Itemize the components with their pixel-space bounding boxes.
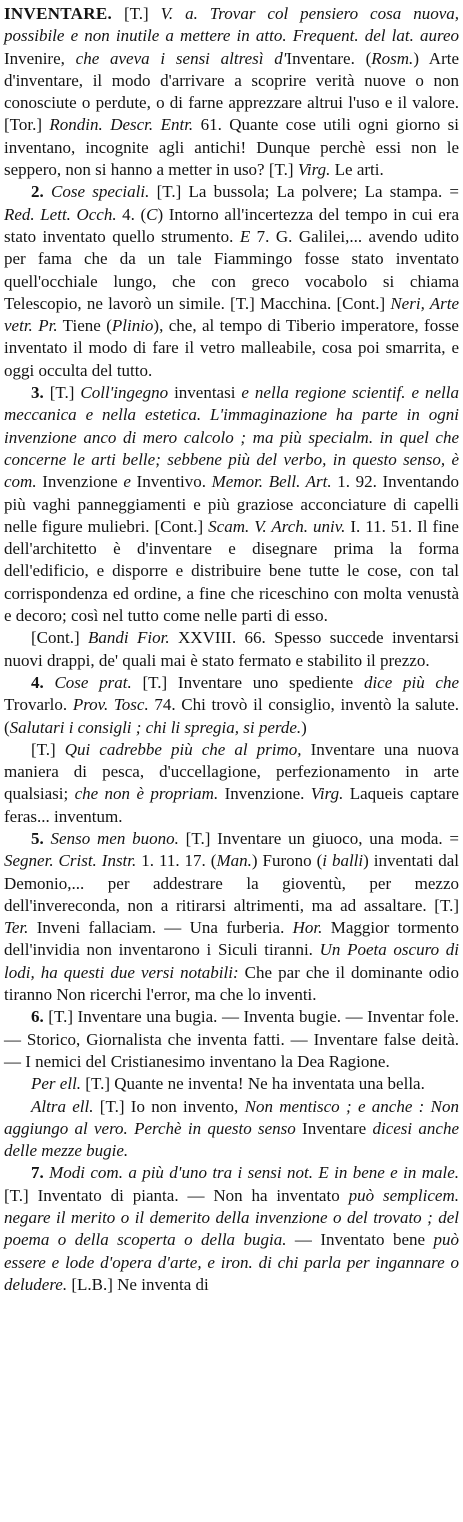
text-span <box>44 182 51 201</box>
italic-span: Modi com. a più d'uno tra i sensi not. E in bene e in male. <box>49 1163 459 1183</box>
text-span: Laqueis captare feras... inventum. <box>4 784 459 826</box>
italic-span: Altra ell. <box>31 1096 94 1116</box>
text-span: [T.] Quante ne inventa! Ne ha inventata una bella. <box>81 1074 425 1094</box>
sense-number: 5. <box>31 828 44 848</box>
text-span: [T.] <box>112 4 161 23</box>
text-span: Inventare <box>295 1118 373 1138</box>
text-span: 4. ( <box>116 204 147 224</box>
text-span: ) Furono ( <box>251 851 323 871</box>
italic-span: Senso men buono. <box>50 828 179 848</box>
text-span: ) <box>301 717 307 737</box>
text-span: Tiene ( <box>57 316 112 336</box>
italic-span: che aveva i sensi altresì d' <box>75 48 287 68</box>
text-span: ), che, al tempo di Tiberio imperatore, fosse inventato il modo di fare il vetro malleabile, cosa poi smarrita, e oggi occulta del tutto. <box>4 316 459 380</box>
citation-abbrev: Rosm. <box>371 48 414 68</box>
text-span: Inveni fallaciam. — Una furberia. <box>28 918 293 938</box>
citation-source: Prov. Tosc. <box>72 695 149 715</box>
italic-span: Cose prat. <box>54 672 132 692</box>
italic-span: i balli <box>322 851 364 871</box>
entry-paragraph-3 <box>4 382 459 627</box>
text-span: Le arti. <box>330 160 384 180</box>
citation-source: Red. Lett. Occh. <box>4 204 117 224</box>
citation-source: Virg. <box>310 784 344 804</box>
sense-number: 7. <box>31 1163 44 1183</box>
text-span <box>44 673 55 692</box>
text-span: I. 11. 51. Il fine dell'architetto è d'inventare e disegnare prima la forma dell'edificio, e disporre e distribuire bene tutte le cose, con tal corrispondenza ed ordine, a fine che riceschino con molta venustà e decoro; così nel tutto come nelle parti di esso. <box>4 516 459 626</box>
italic-span: dicesi anche delle mezze bugie. <box>4 1118 459 1161</box>
text-span: inventasi <box>168 383 242 403</box>
entry-paragraph-5 <box>4 672 459 739</box>
italic-span: Qui cadrebbe più che al primo, <box>64 739 302 759</box>
text-span: [T.] <box>31 739 65 759</box>
citation-source: Bandi Fior. <box>88 628 170 648</box>
entry-paragraph-10 <box>4 1096 459 1163</box>
citation-source: Hor. <box>292 918 323 938</box>
italic-span: Non mentisco ; e anche : Non aggiungo al vero. Perchè in questo senso <box>4 1096 459 1138</box>
italic-span: V. a. Trovar col pensiero cosa nuova, possibile e non inutile a mettere in atto. Frequent. del lat. aureo <box>4 4 459 46</box>
text-span: Trovarlo. <box>4 695 73 715</box>
dictionary-entry <box>4 3 459 1296</box>
citation-source: Memor. Bell. Art. <box>211 472 332 492</box>
entry-paragraph-2 <box>4 181 459 382</box>
entry-paragraph-7 <box>4 828 459 1006</box>
text-span: Maggior tormento dell'invidia non inventarono i Siculi tiranni. <box>4 918 459 960</box>
citation-source: Neri, Arte vetr. Pr. <box>4 293 460 336</box>
text-span: ) inventati dal Demonio,... per addestrare la gioventù, per mezzo dell'invereconda, non a ritirarsi altrimenti, ma ad assaltare. [T.] <box>4 851 459 915</box>
italic-span: dice più che <box>363 672 459 692</box>
italic-span: Plinio <box>111 316 154 336</box>
text-span: [L.B.] Ne inventa di <box>67 1274 209 1294</box>
text-span: ) Intorno all'incertezza del tempo in cui era stato inventato quello strumento. <box>4 204 459 246</box>
text-span: 61. Quante cose utili ogni giorno si inventano, incognite agli antichi! Dunque perchè essi non le seppero, non si hanno a metter in uso? [T.] <box>4 115 459 180</box>
text-span: — Inventato bene <box>286 1230 434 1250</box>
text-span: [T.] Inventare un giuoco, una moda. = <box>178 828 459 848</box>
citation-abbrev: E <box>239 226 251 246</box>
italic-span: e nella regione scientif. e nella meccanica e nella estetica. L'immaginazione ha parte in ogni invenzione anco di mero calcolo ; ma più specialm. in quel che concerne le arti belle; sebbene più del verbo, in questo senso, è com. <box>4 383 459 492</box>
citation-source: Virg. <box>297 160 331 180</box>
text-span: [T.] Io non invento, <box>93 1096 245 1116</box>
text-span: [T.] Inventato di pianta. — Non ha inventato <box>4 1185 349 1205</box>
entry-paragraph-1 <box>4 3 459 181</box>
entry-paragraph-4 <box>4 627 459 672</box>
entry-paragraph-6 <box>4 739 459 828</box>
citation-source: Rondin. Descr. Entr. <box>49 115 194 135</box>
text-span: Invenzione. <box>218 784 311 804</box>
italic-span: che non è propriam. <box>74 784 219 804</box>
sense-number: 4. <box>31 672 44 692</box>
citation-source: Ter. <box>4 918 29 938</box>
italic-span: Un Poeta oscuro di lodi, ha questi due versi notabili: <box>4 940 459 982</box>
text-span: Che par che il dominante odio tiranno Non ricerchi l'error, ma che lo inventi. <box>4 962 459 1005</box>
italic-span: Per ell. <box>31 1074 82 1094</box>
citation-abbrev: C <box>146 204 158 224</box>
italic-span: Coll'ingegno <box>80 383 169 403</box>
text-span: [T.] <box>43 383 81 403</box>
citation-source: Segner. Crist. Instr. <box>4 851 137 871</box>
sense-number: 2. <box>31 182 44 202</box>
text-span: [T.] La bussola; La polvere; La stampa. = <box>149 182 460 202</box>
italic-span: Cose speciali. <box>50 182 150 202</box>
sense-number: 6. <box>31 1007 44 1027</box>
italic-span: può essere e lode d'opera d'arte, e iron. di chi parla per ingannare o deludere. <box>4 1230 459 1294</box>
entry-paragraph-9 <box>4 1073 459 1095</box>
citation-source: Scam. V. Arch. univ. <box>208 516 346 536</box>
sense-number: 3. <box>31 383 44 403</box>
text-span: Invenire, <box>4 48 76 68</box>
text-span: 7. G. Galilei,... avendo udito per fama che da un tale Fiammingo fosse stato inventato quell'occhiale lungo, che con greco vocabolo si chiama Telescopio, ne lavorò un simile. [T.] Macchina. [Cont.] <box>4 226 460 313</box>
entry-paragraph-8 <box>4 1006 459 1073</box>
text-span: ) Arte d'inventare, il modo d'arrivare a scoprire verità nuove o non conosciute o perdute, o di farne apprezzare altrui l'uso e il valore. [Tor.] <box>4 48 460 135</box>
italic-span: Salutari i consigli ; chi li spregia, si perde. <box>9 717 302 737</box>
entry-paragraph-11 <box>4 1162 459 1296</box>
text-span: 1. 11. 17. ( <box>136 851 217 871</box>
citation-abbrev: Man. <box>216 851 252 871</box>
text-span: [T.] Inventare uno spediente <box>131 672 364 692</box>
text-span: Inventivo. <box>130 472 212 492</box>
italic-span: può semplicem. negare il merito o il demerito della invenzione o del trovato ; del poema o della scoperta o della bugia. <box>4 1185 459 1250</box>
text-span: [T.] Inventare una bugia. — Inventa bugie. — Inventar fole. — Storico, Giornalista che inventa fatti. — Inventare false deità. — I nemici del Cristianesimo inventano la Dea Ragione. <box>4 1007 459 1071</box>
headword: INVENTARE. <box>4 4 113 23</box>
text-span: Invenzione <box>36 472 124 492</box>
text-span: XXVIII. 66. Spesso succede inventarsi nuovi drappi, de' quali mai è stato fermato e stabilito il prezzo. <box>4 628 459 670</box>
text-span: Inventare una nuova maniera di pesca, d'uccellagione, perfezionamento in arte qualsiasi; <box>4 739 459 804</box>
text-span: [Cont.] <box>31 628 89 648</box>
text-span: Inventare. ( <box>286 48 372 68</box>
text-span: 74. Chi trovò il consiglio, inventò la salute. ( <box>4 695 459 737</box>
italic-span: e <box>123 472 131 492</box>
text-span: 1. 92. Inventando più vaghi panneggiamenti e più graziose acconciature di capelli nelle figure muliebri. [Cont.] <box>4 472 459 536</box>
text-span <box>44 829 51 848</box>
